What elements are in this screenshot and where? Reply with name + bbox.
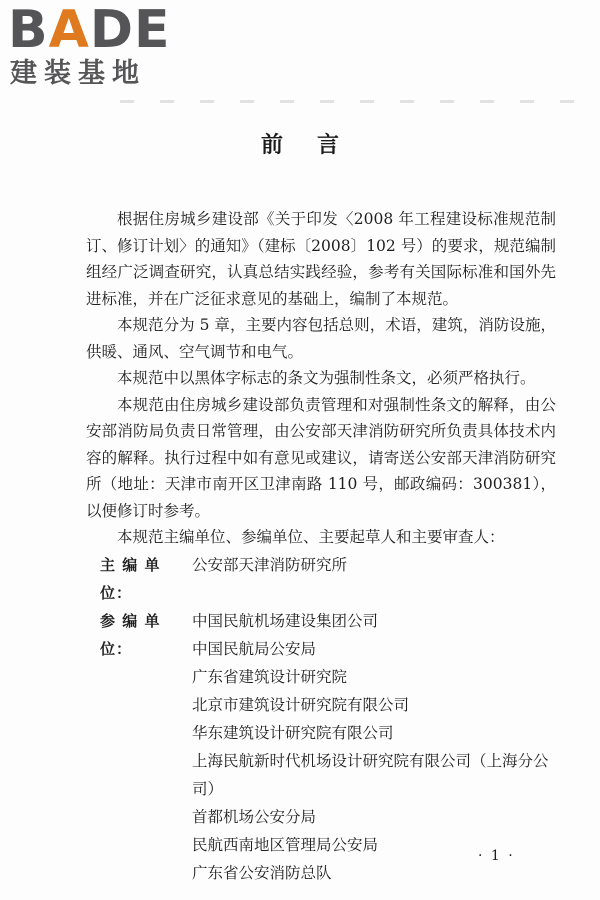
preface-body: [86, 206, 556, 551]
logo-wordmark: [8, 2, 171, 58]
chief-editor-units: [192, 551, 560, 607]
chief-editor-unit: 公安部天津消防研究所: [192, 556, 348, 574]
participants-label: 参 编 单 位：: [100, 612, 161, 658]
chief-editor-row: [100, 551, 560, 607]
participant-unit: 民航西南地区管理局公安局: [192, 836, 379, 854]
chief-editor-label: 主 编 单 位：: [100, 556, 161, 602]
paragraph-3: 本规范中以黑体字标志的条文为强制性条文，必须严格执行。: [117, 369, 536, 387]
paragraph-1: 根据住房城乡建设部《关于印发〈2008 年工程建设标准规范制订、修订计划〉的通知》（建标〔2008〕102 号）的要求，规范编制组经广泛调查研究，认真总结实践经验，参考有关国际标准和国外先进标准，并在广泛征求意见的基础上，编制了本规范。: [86, 210, 556, 308]
participant-unit: 华东建筑设计研究院有限公司: [192, 724, 394, 742]
scan-artifact-line: [120, 100, 580, 103]
participant-unit: 中国民航局公安局: [192, 640, 317, 658]
paragraph-2: 本规范分为 5 章，主要内容包括总则，术语，建筑，消防设施，供暖、通风、空气调节和电气。: [86, 316, 556, 361]
participants-units: [192, 607, 560, 887]
page-title: 前言: [260, 133, 373, 158]
participant-unit: 首都机场公安分局: [192, 808, 317, 826]
logo-letter-a-accent: A: [48, 0, 90, 60]
participant-unit: 上海民航新时代机场设计研究院有限公司（上海分公司）: [192, 752, 549, 798]
bade-logo: [8, 2, 178, 92]
organizations-list: [100, 551, 560, 887]
participant-unit: 中国民航机场建设集团公司: [192, 612, 379, 630]
participant-unit: 北京市建筑设计研究院有限公司: [192, 696, 410, 714]
participants-row: [100, 607, 560, 887]
participant-unit: 广东省公安消防总队: [192, 864, 332, 882]
page-number: · 1 ·: [478, 848, 515, 864]
logo-letters-de: DE: [89, 0, 171, 60]
logo-letter-b: B: [8, 0, 49, 60]
logo-subtitle: 建装基地: [10, 58, 146, 89]
paragraph-5: 本规范主编单位、参编单位、主要起草人和主要审查人：: [117, 528, 505, 546]
paragraph-4: 本规范由住房城乡建设部负责管理和对强制性条文的解释，由公安部消防局负责日常管理，由公安部天津消防研究所负责具体技术内容的解释。执行过程中如有意见或建议，请寄送公安部天津消防研究所（地址：天津市南开区卫津南路 110 号，邮政编码：300381），以便修订时参考。: [86, 395, 556, 520]
participant-unit: 广东省建筑设计研究院: [192, 668, 348, 686]
